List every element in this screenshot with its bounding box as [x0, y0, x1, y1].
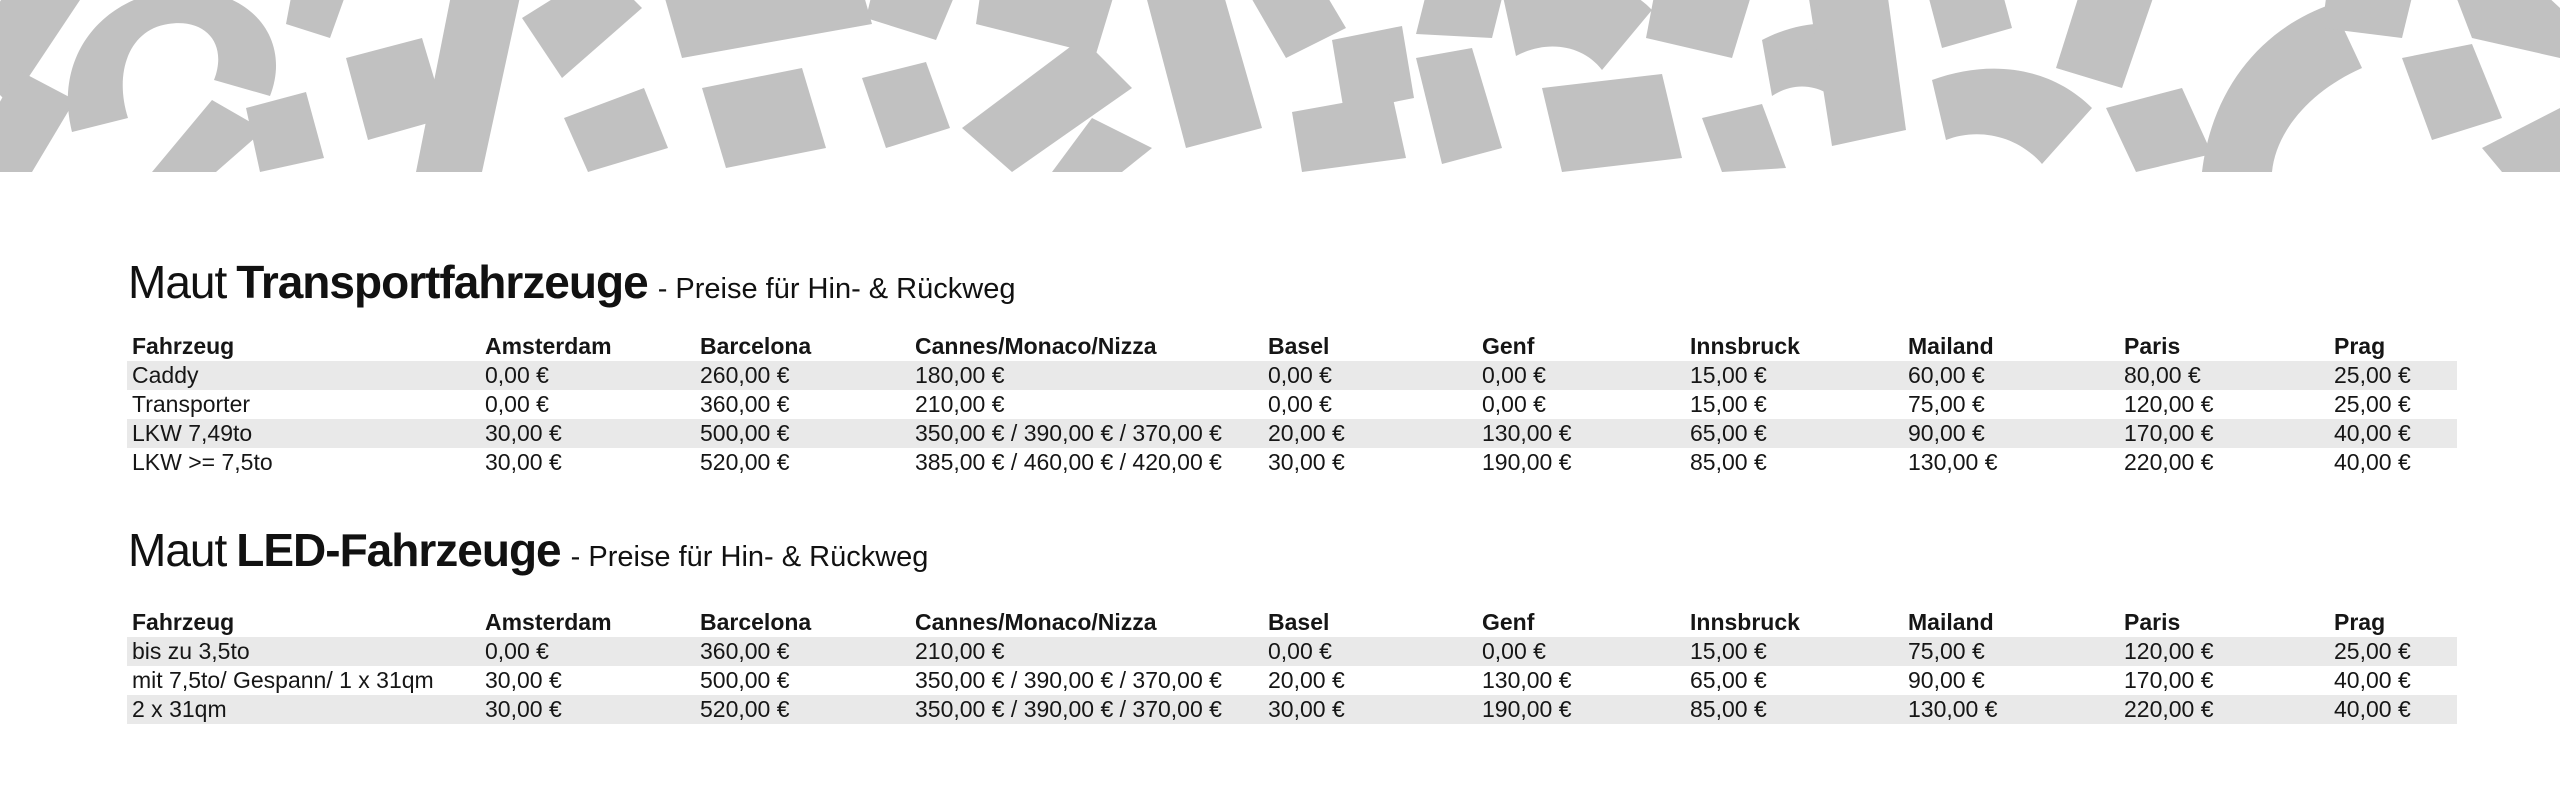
table-row — [127, 448, 2457, 477]
column-header: Fahrzeug — [132, 609, 235, 635]
price-cell: 350,00 € / 390,00 € / 370,00 € — [915, 420, 1222, 446]
confetti-pattern-band — [0, 0, 2560, 172]
price-cell: 520,00 € — [700, 696, 790, 722]
price-cell: 210,00 € — [915, 638, 1005, 664]
price-cell: 25,00 € — [2334, 391, 2411, 417]
price-cell: 170,00 € — [2124, 420, 2214, 446]
price-cell: 25,00 € — [2334, 638, 2411, 664]
column-header: Genf — [1482, 609, 1535, 635]
price-cell: 40,00 € — [2334, 667, 2411, 693]
table-row — [127, 419, 2457, 448]
column-header: Mailand — [1908, 333, 1994, 359]
section-title-led-fahrzeuge — [128, 524, 928, 583]
table-row — [127, 695, 2457, 724]
vehicle-name-cell: bis zu 3,5to — [132, 638, 250, 664]
price-cell: 75,00 € — [1908, 638, 1985, 664]
price-cell: 0,00 € — [485, 362, 549, 388]
price-cell: 360,00 € — [700, 638, 790, 664]
section-title-transportfahrzeuge — [128, 256, 1015, 315]
title-subtitle: - Preise für Hin- & Rückweg — [657, 273, 1016, 305]
title-prefix: Maut — [128, 256, 227, 308]
price-cell: 40,00 € — [2334, 420, 2411, 446]
price-cell: 220,00 € — [2124, 696, 2214, 722]
title-main: LED-Fahrzeuge — [236, 524, 561, 576]
title-subtitle: - Preise für Hin- & Rückweg — [570, 541, 929, 573]
title-main: Transportfahrzeuge — [236, 256, 648, 308]
table-row — [127, 637, 2457, 666]
price-cell: 0,00 € — [1482, 391, 1546, 417]
price-cell: 120,00 € — [2124, 391, 2214, 417]
price-cell: 0,00 € — [1268, 362, 1332, 388]
price-cell: 90,00 € — [1908, 420, 1985, 446]
price-cell: 130,00 € — [1908, 449, 1998, 475]
price-cell: 385,00 € / 460,00 € / 420,00 € — [915, 449, 1222, 475]
column-header: Mailand — [1908, 609, 1994, 635]
price-cell: 500,00 € — [700, 420, 790, 446]
price-cell: 120,00 € — [2124, 638, 2214, 664]
price-cell: 190,00 € — [1482, 696, 1572, 722]
table-row — [127, 390, 2457, 419]
vehicle-name-cell: 2 x 31qm — [132, 696, 227, 722]
price-cell: 30,00 € — [485, 696, 562, 722]
price-cell: 190,00 € — [1482, 449, 1572, 475]
price-cell: 65,00 € — [1690, 420, 1767, 446]
price-cell: 0,00 € — [1482, 638, 1546, 664]
price-cell: 80,00 € — [2124, 362, 2201, 388]
vehicle-name-cell: LKW 7,49to — [132, 420, 253, 446]
column-header: Barcelona — [700, 609, 812, 635]
column-header: Prag — [2334, 609, 2386, 635]
toll-table-led-fahrzeuge — [127, 608, 2457, 724]
column-header: Fahrzeug — [132, 333, 235, 359]
price-cell: 60,00 € — [1908, 362, 1985, 388]
price-cell: 180,00 € — [915, 362, 1005, 388]
toll-table-transportfahrzeuge — [127, 332, 2457, 477]
price-cell: 520,00 € — [700, 449, 790, 475]
price-cell: 210,00 € — [915, 391, 1005, 417]
column-header: Amsterdam — [485, 333, 612, 359]
price-cell: 0,00 € — [1268, 391, 1332, 417]
header-row — [127, 332, 2457, 361]
price-cell: 0,00 € — [485, 391, 549, 417]
column-header: Innsbruck — [1690, 333, 1800, 359]
column-header: Basel — [1268, 333, 1330, 359]
price-cell: 30,00 € — [485, 449, 562, 475]
price-cell: 90,00 € — [1908, 667, 1985, 693]
price-cell: 15,00 € — [1690, 391, 1767, 417]
price-cell: 20,00 € — [1268, 667, 1345, 693]
price-cell: 220,00 € — [2124, 449, 2214, 475]
price-cell: 500,00 € — [700, 667, 790, 693]
title-prefix: Maut — [128, 524, 227, 576]
price-cell: 40,00 € — [2334, 696, 2411, 722]
column-header: Paris — [2124, 609, 2181, 635]
column-header: Cannes/Monaco/Nizza — [915, 609, 1157, 635]
price-cell: 350,00 € / 390,00 € / 370,00 € — [915, 667, 1222, 693]
vehicle-name-cell: Caddy — [132, 362, 199, 388]
vehicle-name-cell: Transporter — [132, 391, 251, 417]
price-cell: 0,00 € — [1482, 362, 1546, 388]
price-cell: 15,00 € — [1690, 362, 1767, 388]
price-cell: 65,00 € — [1690, 667, 1767, 693]
price-cell: 30,00 € — [1268, 696, 1345, 722]
price-cell: 360,00 € — [700, 391, 790, 417]
column-header: Amsterdam — [485, 609, 612, 635]
table-row — [127, 361, 2457, 390]
price-cell: 75,00 € — [1908, 391, 1985, 417]
column-header: Basel — [1268, 609, 1330, 635]
column-header: Innsbruck — [1690, 609, 1800, 635]
price-cell: 0,00 € — [1268, 638, 1332, 664]
price-cell: 260,00 € — [700, 362, 790, 388]
column-header: Barcelona — [700, 333, 812, 359]
column-header: Cannes/Monaco/Nizza — [915, 333, 1157, 359]
column-header: Paris — [2124, 333, 2181, 359]
column-header: Prag — [2334, 333, 2386, 359]
price-cell: 30,00 € — [485, 420, 562, 446]
table-row — [127, 666, 2457, 695]
price-cell: 130,00 € — [1482, 667, 1572, 693]
price-cell: 15,00 € — [1690, 638, 1767, 664]
price-cell: 350,00 € / 390,00 € / 370,00 € — [915, 696, 1222, 722]
column-header: Genf — [1482, 333, 1535, 359]
price-cell: 30,00 € — [1268, 449, 1345, 475]
price-cell: 85,00 € — [1690, 696, 1767, 722]
price-cell: 85,00 € — [1690, 449, 1767, 475]
price-cell: 40,00 € — [2334, 449, 2411, 475]
vehicle-name-cell: LKW >= 7,5to — [132, 449, 273, 475]
vehicle-name-cell: mit 7,5to/ Gespann/ 1 x 31qm — [132, 667, 434, 693]
price-cell: 30,00 € — [485, 667, 562, 693]
header-row — [127, 608, 2457, 637]
price-cell: 130,00 € — [1908, 696, 1998, 722]
price-cell: 25,00 € — [2334, 362, 2411, 388]
price-cell: 130,00 € — [1482, 420, 1572, 446]
price-cell: 20,00 € — [1268, 420, 1345, 446]
price-cell: 0,00 € — [485, 638, 549, 664]
price-cell: 170,00 € — [2124, 667, 2214, 693]
